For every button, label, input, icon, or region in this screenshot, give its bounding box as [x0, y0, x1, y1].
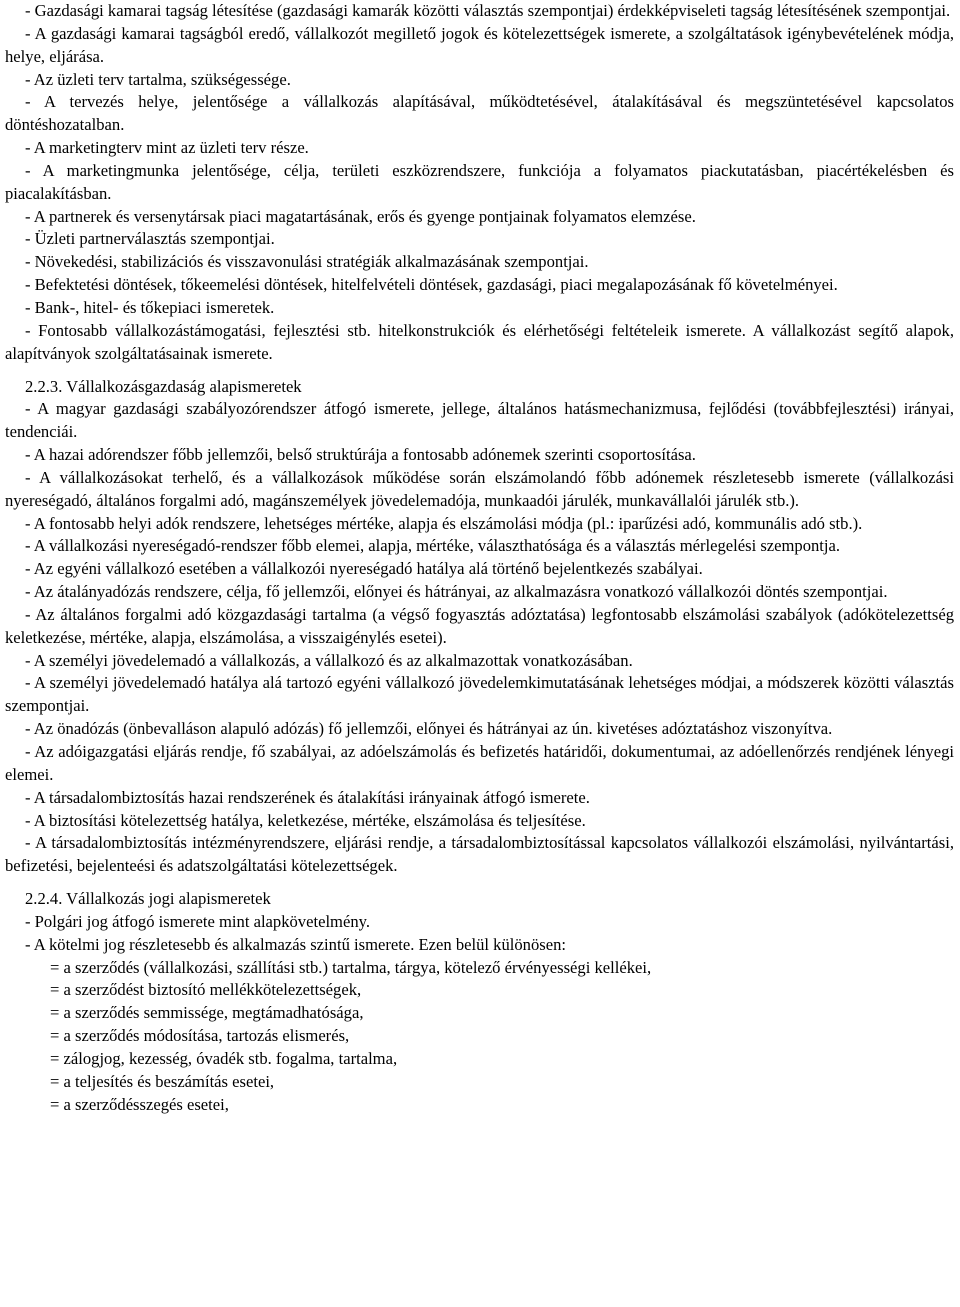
paragraph: - A partnerek és versenytársak piaci magatartásának, erős és gyenge pontjainak folyamatos elemzése. — [25, 206, 696, 226]
paragraph: - A marketingmunka jelentősége, célja, területi eszközrendszere, funkciója a folyamatos piackutatásban, piacértékelésben és piacalakításban. — [5, 160, 954, 203]
paragraph: - Az önadózás (önbevalláson alapuló adózás) fő jellemzői, előnyei és hátrányai az ún. kivetéses adóztatáshoz viszonyítva. — [25, 719, 833, 739]
paragraph: - A marketingterv mint az üzleti terv része. — [25, 138, 309, 158]
paragraph: - Gazdasági kamarai tagság létesítése (gazdasági kamarák közötti választás szempontjai) érdekképviseleti tagság létesítésének szempontjai. — [25, 1, 951, 20]
section-heading: 2.2.3. Vállalkozásgazdaság alapismeretek — [25, 376, 302, 396]
list-item: = a szerződés semmissége, megtámadhatósága, — [50, 1003, 364, 1023]
list-item: = a szerződés (vállalkozási, szállítási stb.) tartalma, tárgya, kötelező érvényességi kellékei, — [50, 957, 652, 977]
paragraph: - Fontosabb vállalkozástámogatási, fejlesztési stb. hitelkonstrukciók és elérhetőségi feltételeik ismerete. A vállalkozást segítő alapok, alapítványok szolgáltatásainak ismerete. — [5, 320, 954, 363]
paragraph: - Az egyéni vállalkozó esetében a vállalkozói nyereségadó hatálya alá történő bejelentkezés szabályai. — [25, 559, 703, 579]
list-item: = a szerződésszegés esetei, — [50, 1094, 229, 1114]
paragraph: - A magyar gazdasági szabályozórendszer átfogó ismerete, jellege, általános hatásmechanizmusa, fejlődési (továbbfejlesztési) irányai, tendenciái. — [5, 399, 954, 442]
paragraph: - Polgári jog átfogó ismerete mint alapkövetelmény. — [25, 911, 370, 931]
section-vallalkozasgazdasag — [5, 376, 954, 879]
section-intro — [5, 0, 954, 366]
paragraph: - A vállalkozásokat terhelő, és a vállalkozások működése során elszámolandó főbb adónemek részletesebb ismerete (vállalkozási nyereségadó, általános forgalmi adó, magánszemélyek jövedelemadója, munkaadói járulék, munkavállalói járulék stb.). — [5, 467, 954, 510]
list-item: = a szerződést biztosító mellékkötelezettségek, — [50, 980, 362, 1000]
paragraph: - A biztosítási kötelezettség hatálya, keletkezése, mértéke, elszámolása és teljesítése. — [25, 810, 586, 830]
paragraph: - A kötelmi jog részletesebb és alkalmazás szintű ismerete. Ezen belül különösen: — [25, 934, 566, 954]
paragraph: - Az üzleti terv tartalma, szükségessége. — [25, 69, 291, 89]
paragraph: - Az adóigazgatási eljárás rendje, fő szabályai, az adóelszámolás és befizetés határidői, dokumentumai, az adóellenőrzés rendjének lényegi elemei. — [5, 742, 954, 784]
paragraph: - A vállalkozási nyereségadó-rendszer főbb elemei, alapja, mértéke, választhatósága és a választás mérlegelési szempontja. — [25, 536, 841, 556]
paragraph: - A társadalombiztosítás intézményrendszere, eljárási rendje, a társadalombiztosítással kapcsolatos vállalkozói elszámolási, nyilvántartási, befizetési, bejelenteési és adatszolgáltatási kötelezettségek. — [5, 833, 954, 876]
paragraph: - A személyi jövedelemadó hatálya alá tartozó egyéni vállalkozó jövedelemkimutatásának lehetséges módjai, a módszerek közötti választás szempontjai. — [5, 673, 954, 716]
list-item: = zálogjog, kezesség, óvadék stb. fogalma, tartalma, — [50, 1048, 398, 1068]
paragraph: - Bank-, hitel- és tőkepiaci ismeretek. — [25, 297, 275, 317]
paragraph: - Befektetési döntések, tőkeemelési döntések, hitelfelvételi döntések, gazdasági, piaci megalapozásának fő követelményei. — [25, 275, 838, 295]
list-item: = a szerződés módosítása, tartozás elismerés, — [50, 1026, 350, 1046]
paragraph: - Növekedési, stabilizációs és visszavonulási stratégiák alkalmazásának szempontjai. — [25, 252, 589, 272]
paragraph: - A tervezés helye, jelentősége a vállalkozás alapításával, működtetésével, átalakításával és megszüntetésével kapcsolatos döntéshozatalban. — [5, 92, 954, 135]
paragraph: - A személyi jövedelemadó a vállalkozás, a vállalkozó és az alkalmazottak vonatkozásában. — [25, 650, 633, 670]
paragraph: - A társadalombiztosítás hazai rendszerének és átalakítási irányainak átfogó ismerete. — [25, 787, 590, 807]
paragraph: - A gazdasági kamarai tagságból eredő, vállalkozót megillető jogok és kötelezettségek ismerete, a szolgáltatások igénybevételének módja, helye, eljárása. — [5, 23, 954, 66]
paragraph: - A hazai adórendszer főbb jellemzői, belső struktúrája a fontosabb adónemek szerinti csoportosítása. — [25, 445, 696, 465]
section-jogi-alapismeretek — [5, 888, 954, 1116]
section-heading: 2.2.4. Vállalkozás jogi alapismeretek — [25, 889, 271, 909]
paragraph: - Az átalányadózás rendszere, célja, fő jellemzői, előnyei és hátrányai, az alkalmazásra vonatkozó vállalkozói döntés szempontjai. — [25, 582, 888, 602]
paragraph: - Az általános forgalmi adó közgazdasági tartalma (a végső fogyasztás adóztatása) legfontosabb elszámolási szabályok (adókötelezettség keletkezése, mértéke, alapja, elszámolása, a visszaigénylés esetei). — [5, 604, 954, 647]
paragraph: - A fontosabb helyi adók rendszere, lehetséges mértéke, alapja és elszámolási módja (pl.: iparűzési adó, kommunális adó stb.). — [25, 513, 863, 533]
paragraph: - Üzleti partnerválasztás szempontjai. — [25, 229, 275, 249]
list-item: = a teljesítés és beszámítás esetei, — [50, 1071, 275, 1091]
